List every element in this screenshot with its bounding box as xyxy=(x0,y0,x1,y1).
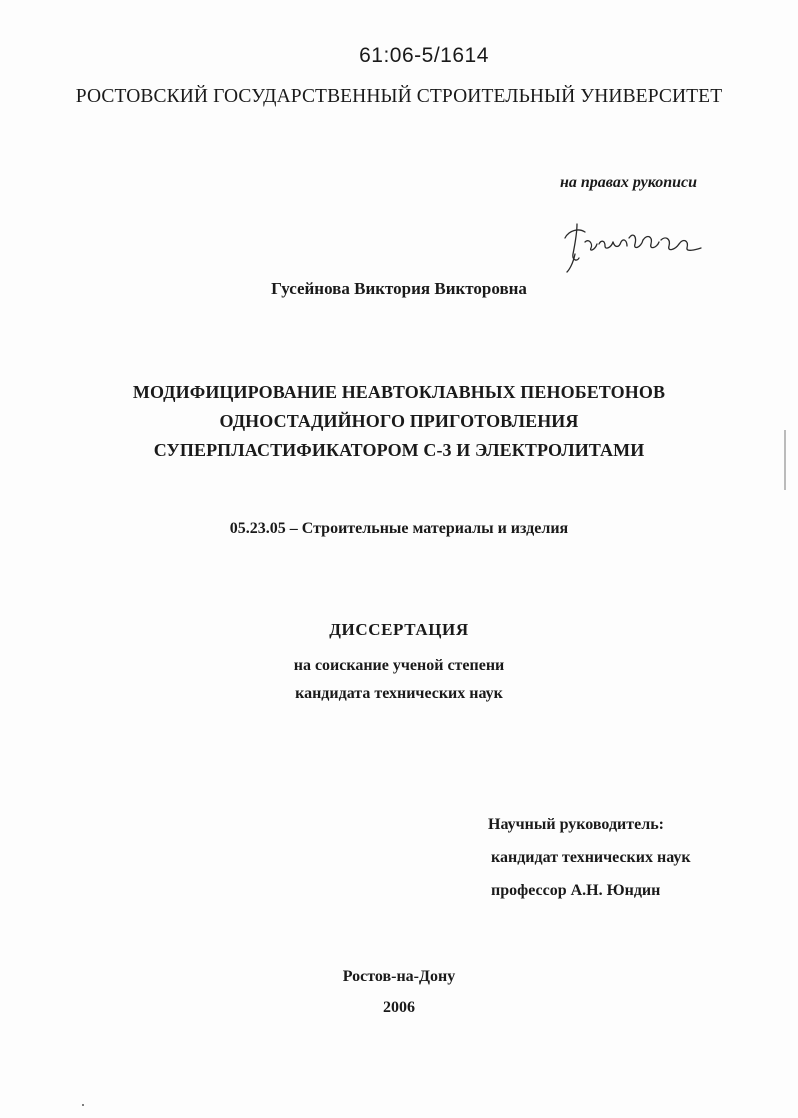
dissertation-title xyxy=(0,378,798,465)
scan-edge-mark xyxy=(784,430,786,490)
scientific-advisor xyxy=(488,808,788,907)
title-line-2: ОДНОСТАДИЙНОГО ПРИГОТОВЛЕНИЯ xyxy=(219,411,579,431)
advisor-degree: кандидат технических наук xyxy=(491,849,691,866)
advisor-label: Научный руководитель: xyxy=(488,816,664,833)
manuscript-rights-note: на правах рукописи xyxy=(560,174,698,191)
catalog-code: 61:06-5/1614 xyxy=(359,44,489,67)
degree-line-1: на соискание ученой степени xyxy=(293,657,505,674)
title-line-1: МОДИФИЦИРОВАНИЕ НЕАВТОКЛАВНЫХ ПЕНОБЕТОНОВ xyxy=(132,382,666,402)
document-type: ДИССЕРТАЦИЯ xyxy=(329,620,469,639)
specialty-code: 05.23.05 – Строительные материалы и изделия xyxy=(229,520,569,537)
year: 2006 xyxy=(383,999,415,1016)
signature-icon xyxy=(555,218,715,278)
author-name: Гусейнова Виктория Викторовна xyxy=(271,279,527,298)
scan-speck xyxy=(82,1104,84,1106)
title-line-3: СУПЕРПЛАСТИФИКАТОРОМ С-3 И ЭЛЕКТРОЛИТАМИ xyxy=(153,440,645,460)
degree-line-2: кандидата технических наук xyxy=(295,685,503,702)
university-name: РОСТОВСКИЙ ГОСУДАРСТВЕННЫЙ СТРОИТЕЛЬНЫЙ УНИВЕРСИТЕТ xyxy=(75,86,723,107)
advisor-name: профессор А.Н. Юндин xyxy=(491,882,661,899)
author-signature xyxy=(555,218,715,278)
degree-description xyxy=(0,652,798,708)
city: Ростов-на-Дону xyxy=(342,968,456,985)
